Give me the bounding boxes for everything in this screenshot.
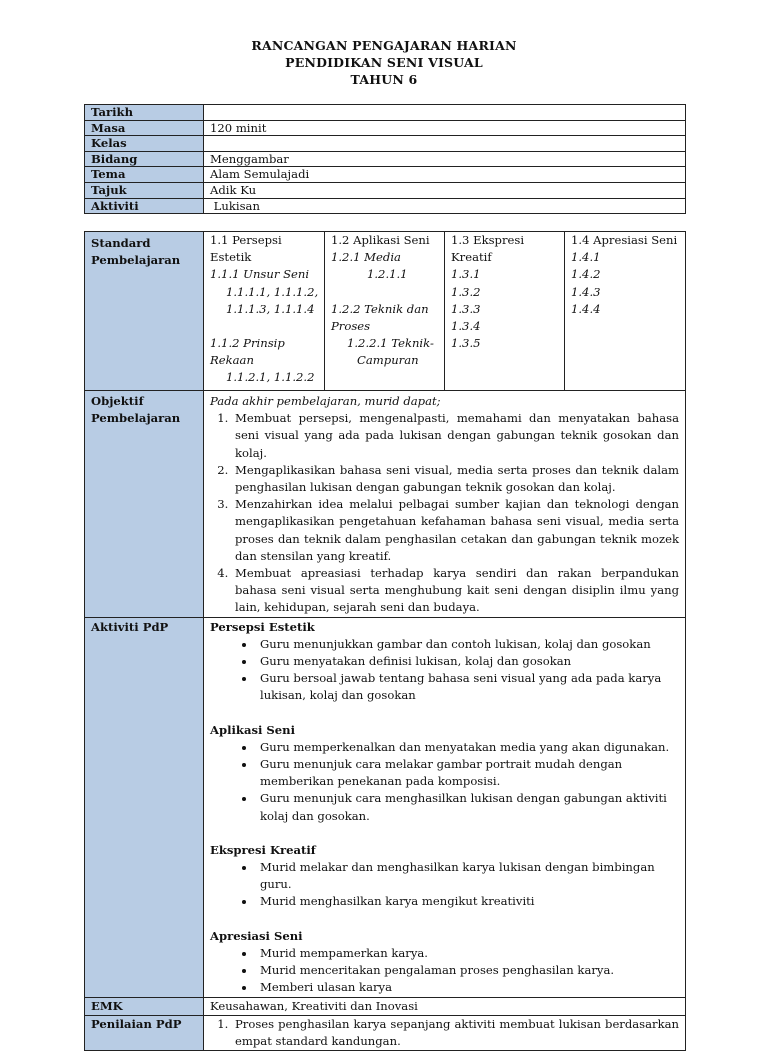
aktiviti-list xyxy=(210,636,679,705)
penilaian-label: Penilaian PdP xyxy=(85,1015,204,1050)
aktiviti-list xyxy=(210,945,679,997)
objektif-item: 1. Membuat persepsi, mengenalpasti, memahami dan menyatakan bahasa seni visual yang ada pada lukisan dengan gabungan teknik gosokan dan kolaj. xyxy=(232,410,679,462)
info-label: Tajuk xyxy=(85,182,204,198)
info-row-aktiviti xyxy=(85,198,686,214)
standard-code: 1.1.1.3, 1.1.1.4 xyxy=(226,301,315,316)
standard-col-persepsi xyxy=(204,232,325,391)
objektif-item: 3. Menzahirkan idea melalui pelbagai sumber kajian dan teknologi dengan mengaplikasikan pengetahuan kefahaman bahasa seni visual, media serta proses dan teknik dalam penghasilan cetakan dan gabungan teknik mozek dan stensilan yang kreatif. xyxy=(232,496,679,565)
standard-label xyxy=(85,232,204,391)
standard-head: 1.3 Ekspresi Kreatif xyxy=(451,233,525,265)
standard-code: 1.1.1.1, 1.1.1.2, xyxy=(226,284,319,299)
spacer xyxy=(210,705,679,722)
info-label: Tarikh xyxy=(85,105,204,121)
standard-sub: Rekaan xyxy=(210,353,254,368)
standard-code: 1.3.5 xyxy=(451,336,481,351)
standard-code: 1.2.2.1 Teknik- xyxy=(347,336,434,351)
standard-code: 1.4.2 xyxy=(571,267,601,282)
aktiviti-list xyxy=(210,739,679,825)
info-label: Masa xyxy=(85,120,204,136)
doc-title-line2: PENDIDIKAN SENI VISUAL xyxy=(285,55,483,70)
objektif-row xyxy=(85,391,686,618)
info-value: Lukisan xyxy=(204,198,686,214)
aktiviti-row xyxy=(85,617,686,997)
spacer xyxy=(210,318,322,335)
aktiviti-item: • Guru memperkenalkan dan menyatakan media yang akan digunakan. xyxy=(256,739,679,756)
standard-row xyxy=(85,232,686,391)
standard-head: 1.1 Persepsi Estetik xyxy=(210,233,282,265)
info-row-masa xyxy=(85,120,686,136)
objektif-item: 2. Mengaplikasikan bahasa seni visual, media serta proses dan teknik dalam penghasilan lukisan dengan gabungan teknik gosokan dan kolaj. xyxy=(232,462,679,496)
standard-col-apresiasi xyxy=(565,232,686,391)
objektif-list xyxy=(210,410,679,616)
objektif-label-line1: Objektif xyxy=(91,394,144,408)
aktiviti-section-title: Ekspresi Kreatif xyxy=(210,842,316,857)
info-value: 120 minit xyxy=(204,120,686,136)
emk-value: Keusahawan, Kreativiti dan Inovasi xyxy=(204,997,686,1015)
aktiviti-item: • Guru menunjuk cara melakar gambar portrait mudah dengan memberikan penekanan pada komposisi. xyxy=(256,756,679,790)
objektif-content xyxy=(204,391,686,618)
standard-code: 1.3.1 xyxy=(451,267,481,282)
standard-label-line1: Standard xyxy=(91,236,151,250)
standard-head: 1.2 Aplikasi Seni xyxy=(331,233,430,247)
aktiviti-item: • Guru bersoal jawab tentang bahasa seni visual yang ada pada karya lukisan, kolaj dan gosokan xyxy=(256,670,679,704)
info-label: Kelas xyxy=(85,136,204,152)
standard-code: 1.4.1 xyxy=(571,250,601,265)
standard-code: 1.4.3 xyxy=(571,284,601,299)
objektif-intro: Pada akhir pembelajaran, murid dapat; xyxy=(210,394,441,408)
info-label: Tema xyxy=(85,167,204,183)
aktiviti-item: • Memberi ulasan karya xyxy=(256,979,679,996)
doc-title-line3: TAHUN 6 xyxy=(350,72,418,87)
aktiviti-item: • Murid menceritakan pengalaman proses penghasilan karya. xyxy=(256,962,679,979)
spacer xyxy=(331,284,442,301)
standard-code: 1.3.4 xyxy=(451,319,481,334)
standard-sub: 1.1.2 Prinsip xyxy=(210,336,285,351)
standard-col-ekspresi xyxy=(445,232,565,391)
info-row-tarikh xyxy=(85,105,686,121)
info-row-tajuk xyxy=(85,182,686,198)
emk-row xyxy=(85,997,686,1015)
aktiviti-label: Aktiviti PdP xyxy=(85,617,204,997)
penilaian-row xyxy=(85,1015,686,1050)
aktiviti-section-title: Persepsi Estetik xyxy=(210,619,315,634)
standard-code: 1.1.2.1, 1.1.2.2 xyxy=(226,370,315,385)
aktiviti-item: • Murid mempamerkan karya. xyxy=(256,945,679,962)
info-label: Aktiviti xyxy=(85,198,204,214)
standard-col-aplikasi xyxy=(325,232,445,391)
aktiviti-item: • Guru menunjuk cara menghasilkan lukisan dengan gabungan aktiviti kolaj dan gosokan. xyxy=(256,790,679,824)
info-value: Menggambar xyxy=(204,151,686,167)
aktiviti-item: • Guru menyatakan definisi lukisan, kolaj dan gosokan xyxy=(256,653,679,670)
info-value: Adik Ku xyxy=(204,182,686,198)
emk-label: EMK xyxy=(85,997,204,1015)
doc-title-line1: RANCANGAN PENGAJARAN HARIAN xyxy=(251,38,517,53)
standard-sub: 1.2.1 Media xyxy=(331,250,401,265)
penilaian-item: 1. Proses penghasilan karya sepanjang aktiviti membuat lukisan berdasarkan empat standard kandungan. xyxy=(232,1016,679,1050)
standard-code: Campuran xyxy=(357,353,419,368)
info-row-tema xyxy=(85,167,686,183)
objektif-item: 4. Membuat apreasiasi terhadap karya sendiri dan rakan berpandukan bahasa seni visual serta menghubung kait seni dengan disiplin ilmu yang lain, kehidupan, sejarah seni dan budaya. xyxy=(232,565,679,617)
info-label: Bidang xyxy=(85,151,204,167)
aktiviti-content xyxy=(204,617,686,997)
spacer xyxy=(210,911,679,928)
info-value: Alam Semulajadi xyxy=(204,167,686,183)
aktiviti-section-title: Apresiasi Seni xyxy=(210,928,303,943)
objektif-label xyxy=(85,391,204,618)
aktiviti-item: • Murid melakar dan menghasilkan karya lukisan dengan bimbingan guru. xyxy=(256,859,679,893)
aktiviti-list xyxy=(210,859,679,911)
info-row-bidang xyxy=(85,151,686,167)
penilaian-list xyxy=(210,1016,679,1050)
standard-head: 1.4 Apresiasi Seni xyxy=(571,233,678,247)
objektif-label-line2: Pembelajaran xyxy=(91,411,181,426)
standard-code: 1.4.4 xyxy=(571,301,601,316)
info-value xyxy=(204,105,686,121)
standard-code: 1.3.2 xyxy=(451,284,481,299)
info-value xyxy=(204,136,686,152)
spacer xyxy=(210,825,679,842)
lesson-plan-table xyxy=(84,231,686,1051)
standard-sub: Proses xyxy=(331,318,371,333)
info-table xyxy=(84,104,686,214)
standard-code: 1.3.3 xyxy=(451,301,481,316)
standard-sub: 1.1.1 Unsur Seni xyxy=(210,267,310,282)
penilaian-content xyxy=(204,1015,686,1050)
aktiviti-item: • Murid menghasilkan karya mengikut kreativiti xyxy=(256,893,679,910)
aktiviti-item: • Guru menunjukkan gambar dan contoh lukisan, kolaj dan gosokan xyxy=(256,636,679,653)
standard-label-line2: Pembelajaran xyxy=(91,253,181,268)
standard-sub: 1.2.2 Teknik dan xyxy=(331,301,429,316)
info-row-kelas xyxy=(85,136,686,152)
standard-code: 1.2.1.1 xyxy=(367,267,408,282)
aktiviti-section-title: Aplikasi Seni xyxy=(210,722,296,737)
